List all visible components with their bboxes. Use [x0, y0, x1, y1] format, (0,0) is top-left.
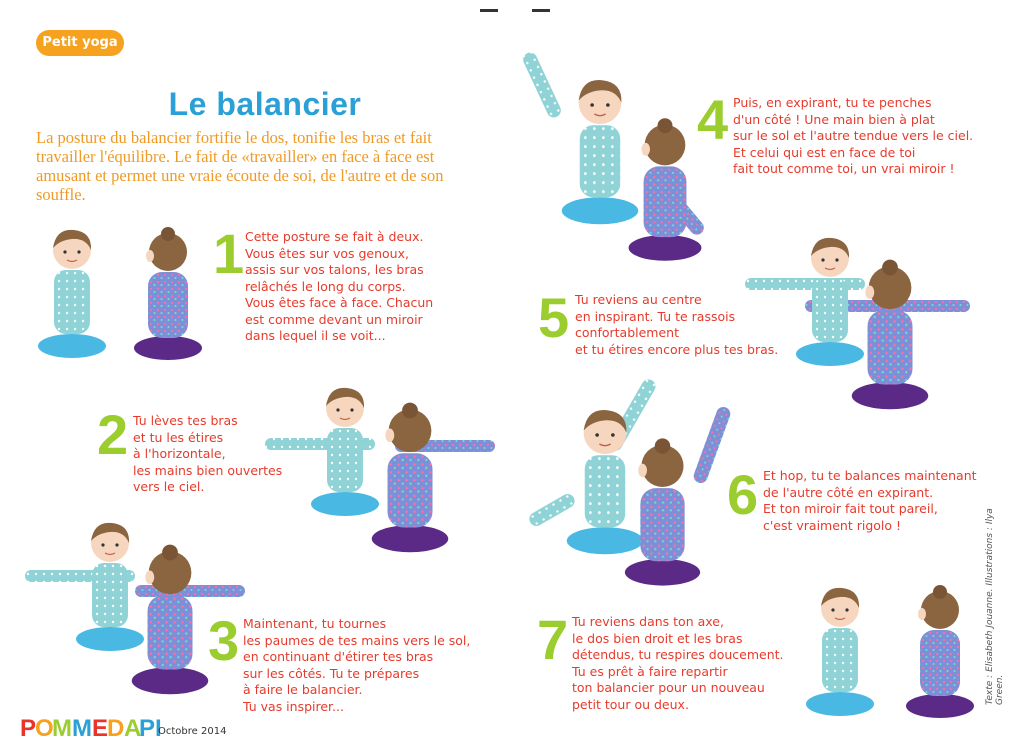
step-5-number: 5 — [538, 286, 570, 349]
step-6-text: Et hop, tu te balances maintenant de l'autre côté en expirant. Et ton miroir fait tout pareil, c'est vraiment rigolo ! — [763, 468, 977, 533]
step1-girl-illustration — [128, 224, 208, 364]
svg-text:O: O — [35, 715, 54, 742]
step-4-text: Puis, en expirant, tu te penches d'un côté ! Une main bien à plat sur le sol et l'autre tendue vers le ciel. Et celui qui est en face de toi fait tout comme toi, un vrai miroir ! — [733, 95, 974, 176]
intro-paragraph: La posture du balancier fortifie le dos, tonifie les bras et fait travailler l'équilibre. Le fait de «travailler» en face à face est amusant et permet une vraie écoute de soi, de l'autre et de son souffle. — [36, 128, 444, 204]
section-tag: Petit yoga — [36, 30, 124, 56]
step-2-text: Tu lèves tes bras et tu les étires à l'horizontale, les mains bien ouvertes vers le ciel. — [133, 413, 283, 494]
credits: Texte : Elisabeth Jouanne. Illustrations : Ilya Green. — [985, 508, 1005, 705]
svg-text:PI: PI — [139, 715, 162, 742]
step-7-text: Tu reviens dans ton axe, le dos bien droit et les bras détendus, tu respires doucement. Tu es prêt à faire repartir ton balancier pour un nouveau petit tour ou deux. — [572, 614, 784, 712]
pomme-dapi-logo — [20, 708, 162, 744]
step-5-text: Tu reviens au centre en inspirant. Tu te rassois confortablement et tu étires encore plus tes bras. — [575, 292, 779, 357]
issue-date: Octobre 2014 — [158, 726, 227, 737]
step-1-text: Cette posture se fait à deux. Vous êtes sur vos genoux, assis sur vos talons, les bras relâchés le long du corps. Vous êtes face à face. Chacun est comme devant un miroir dans lequel il se voit... — [245, 229, 434, 343]
svg-text:M: M — [52, 715, 72, 742]
svg-text:E: E — [92, 715, 109, 742]
step7-boy-illustration — [800, 580, 880, 720]
step1-boy-illustration — [32, 222, 112, 362]
step-4-number: 4 — [697, 88, 729, 151]
step-2-number: 2 — [97, 403, 129, 466]
step-3-text: Maintenant, tu tournes les paumes de tes mains vers le sol, en continuant d'étirer tes bras sur les côtés. Tu te prépares à faire le balancier. Tu vas inspirer... — [243, 616, 471, 714]
step-3-number: 3 — [208, 609, 240, 672]
step6-illustration — [545, 375, 735, 590]
step-7-number: 7 — [537, 608, 569, 671]
step7-girl-illustration — [900, 582, 980, 722]
step-1-number: 1 — [213, 222, 245, 285]
svg-text:M: M — [72, 715, 92, 742]
svg-text:P: P — [20, 715, 37, 742]
svg-text:D: D — [107, 715, 125, 742]
step-6-number: 6 — [727, 463, 759, 526]
page-title: Le balancier — [168, 86, 362, 122]
svg-text:A: A — [124, 715, 142, 742]
page-top-marks — [470, 0, 560, 19]
